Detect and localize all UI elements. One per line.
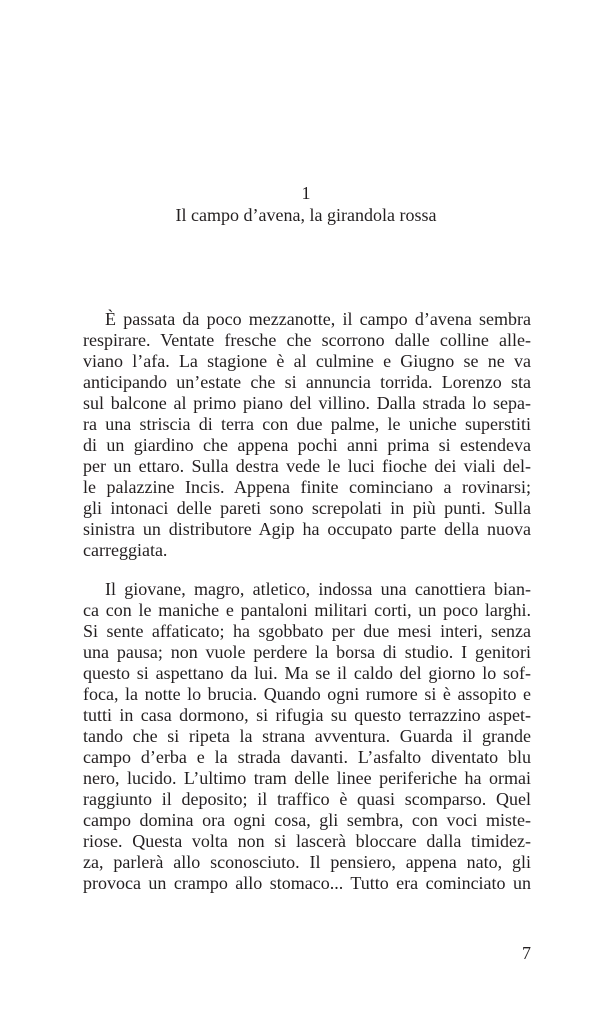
paragraph-line: questo si aspettano da lui. Ma se il caldo del giorno lo sof- xyxy=(83,663,531,683)
paragraph-line: Si sente affaticato; ha sgobbato per due mesi interi, senza xyxy=(83,621,531,641)
paragraph-line: raggiunto il deposito; il traffico è quasi scomparso. Quel xyxy=(83,789,531,809)
paragraph-line: anticipando un’estate che si annuncia torrida. Lorenzo sta xyxy=(83,372,531,392)
page-number: 7 xyxy=(522,943,531,963)
paragraph-line: respirare. Ventate fresche che scorrono dalle colline alle- xyxy=(83,330,531,350)
paragraph-line: di un giardino che appena pochi anni prima si estendeva xyxy=(83,435,531,455)
paragraph-line: tutti in casa dormono, si rifugia su questo terrazzino aspet- xyxy=(83,705,531,725)
paragraph-line: per un ettaro. Sulla destra vede le luci fioche dei viali del- xyxy=(83,456,531,476)
paragraph-line: campo domina ora ogni cosa, gli sembra, con voci miste- xyxy=(83,810,531,830)
paragraph-line: tando che si ripeta la strana avventura. Guarda il grande xyxy=(83,726,531,746)
paragraph-line: viano l’afa. La stagione è al culmine e Giugno se ne va xyxy=(83,351,531,371)
chapter-number: 1 xyxy=(301,183,311,203)
paragraph-line: gli intonaci delle pareti sono screpolati in più punti. Sulla xyxy=(83,498,531,518)
paragraph-2 xyxy=(83,579,531,894)
paragraph-line: za, parlerà allo sconosciuto. Il pensiero, appena nato, gli xyxy=(83,852,531,872)
chapter-title: Il campo d’avena, la girandola rossa xyxy=(175,205,437,225)
paragraph-line: carreggiata. xyxy=(83,540,168,560)
paragraph-1 xyxy=(83,309,531,561)
paragraph-line: ra una striscia di terra con due palme, le uniche superstiti xyxy=(83,414,531,434)
paragraph-line: ca con le maniche e pantaloni militari corti, un poco larghi. xyxy=(83,600,531,620)
paragraph-line: È passata da poco mezzanotte, il campo d’avena sembra xyxy=(105,309,531,329)
paragraph-line: nero, lucido. L’ultimo tram delle linee periferiche ha ormai xyxy=(83,768,531,788)
paragraph-line: foca, la notte lo brucia. Quando ogni rumore si è assopito e xyxy=(83,684,531,704)
paragraph-line: riose. Questa volta non si lascerà bloccare dalla timidez- xyxy=(83,831,531,851)
paragraph-line: campo d’erba e la strada davanti. L’asfalto diventato blu xyxy=(83,747,531,767)
paragraph-line: sul balcone al primo piano del villino. Dalla strada lo sepa- xyxy=(83,393,531,413)
paragraph-line: le palazzine Incis. Appena finite cominciano a rovinarsi; xyxy=(83,477,531,497)
paragraph-line: provoca un crampo allo stomaco... Tutto era cominciato un xyxy=(83,873,531,893)
paragraph-line: una pausa; non vuole perdere la borsa di studio. I genitori xyxy=(83,642,531,662)
paragraph-line: Il giovane, magro, atletico, indossa una canottiera bian- xyxy=(105,579,531,599)
paragraph-line: sinistra un distributore Agip ha occupato parte della nuova xyxy=(83,519,531,539)
